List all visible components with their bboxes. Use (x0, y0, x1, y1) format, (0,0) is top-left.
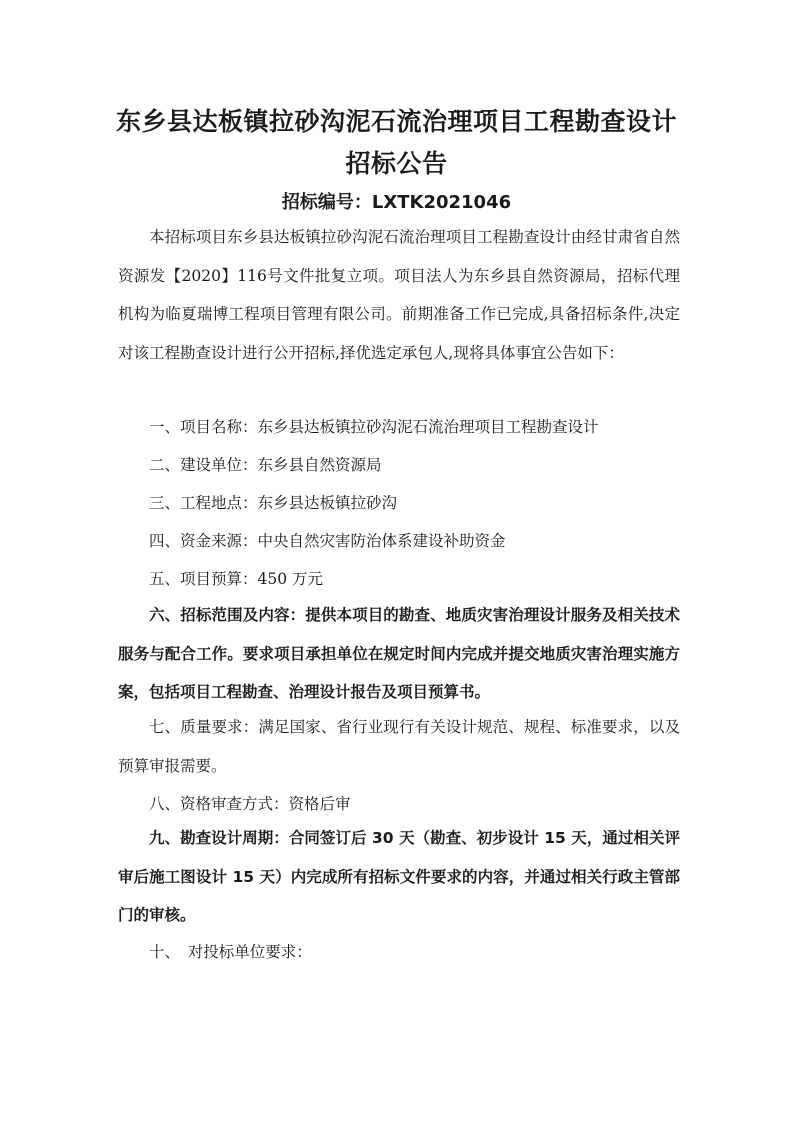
item-bid-scope: 六、招标范围及内容：提供本项目的勘查、地质灾害治理设计服务及相关技术服务与配合工作。要求项目承担单位在规定时间内完成并提交地质灾害治理实施方案，包括项目工程勘查、治理设计报告及项目预算书。 (118, 606, 680, 702)
bid-number: 招标编号：LXTK2021046 (281, 192, 512, 213)
item-budget: 五、项目预算：450 万元 (149, 570, 324, 588)
document-title-line-1: 东乡县达板镇拉砂沟泥石流治理项目工程勘查设计 (115, 107, 677, 136)
item-fund-source: 四、资金来源：中央自然灾害防治体系建设补助资金 (149, 532, 506, 550)
item-bidder-requirements: 十、 对投标单位要求： (149, 943, 312, 961)
intro-paragraph: 本招标项目东乡县达板镇拉砂沟泥石流治理项目工程勘查设计由经甘肃省自然资源发【2020】116号文件批复立项。项目法人为东乡县自然资源局，招标代理机构为临夏瑞博工程项目管理有限公司。前期准备工作已完成,具备招标条件,决定对该工程勘查设计进行公开招标,择优选定承包人,现将具体事宜公告如下： (118, 228, 680, 362)
item-construction-unit: 二、建设单位：东乡县自然资源局 (149, 456, 382, 474)
item-quality-requirements: 七、质量要求：满足国家、省行业现行有关设计规范、规程、标准要求，以及预算审报需要。 (118, 718, 680, 775)
item-design-period: 九、勘查设计周期：合同签订后 30 天（勘查、初步设计 15 天，通过相关评审后施工图设计 15 天）内完成所有招标文件要求的内容，并通过相关行政主管部门的审核。 (118, 829, 680, 925)
item-qualification-review: 八、资格审查方式：资格后审 (149, 795, 351, 813)
item-project-name: 一、项目名称：东乡县达板镇拉砂沟泥石流治理项目工程勘查设计 (149, 418, 599, 436)
item-project-location: 三、工程地点：东乡县达板镇拉砂沟 (149, 494, 398, 512)
document-title-line-2: 招标公告 (345, 149, 448, 178)
